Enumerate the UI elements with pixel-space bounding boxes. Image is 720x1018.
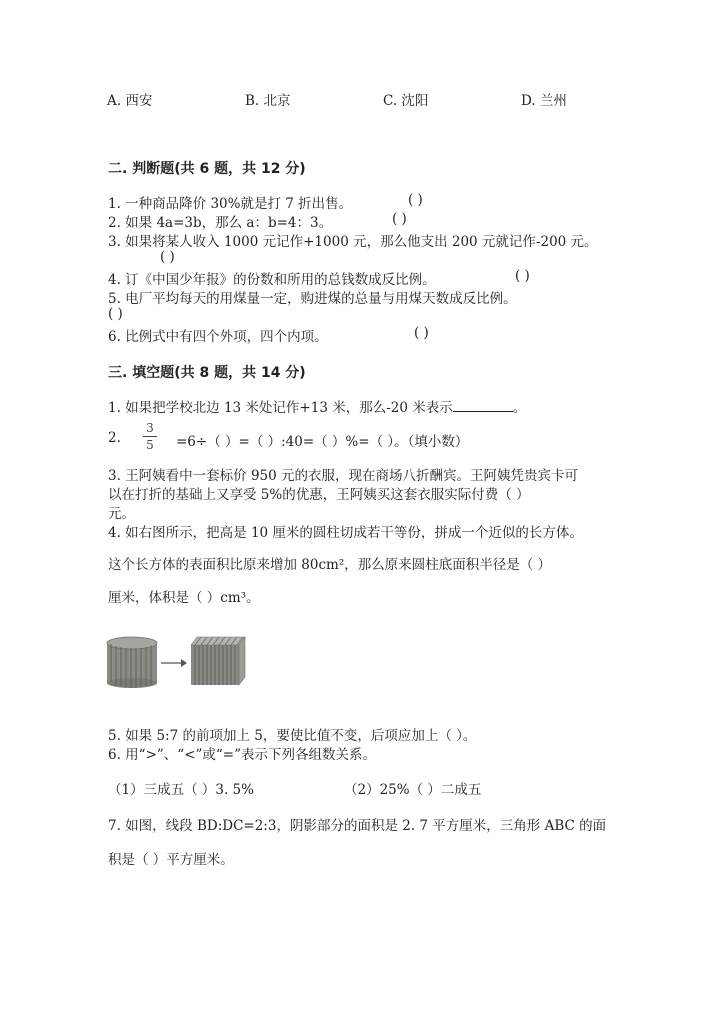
period: 。: [512, 400, 527, 416]
fill-q6-part2: （2）25%（ ）二成五: [344, 782, 482, 798]
fill-q3-line2: 以在打折的基础上又享受 5%的优惠，王阿姨买这套衣服实际付费（ ）: [108, 487, 530, 503]
option-b: B. 北京: [245, 93, 291, 109]
answer-bracket: ( ): [392, 211, 407, 227]
judgement-q1: 1. 一种商品降价 30%就是打 7 折出售。: [108, 196, 353, 212]
fill-q6-part1: （1）三成五（ ）3. 5%: [108, 782, 254, 798]
fill-q6: 6. 用“>”、“<”或“=”表示下列各组数关系。: [108, 747, 377, 763]
fill-q7-line2: 积是（ ）平方厘米。: [108, 852, 234, 868]
answer-bracket: ( ): [414, 325, 429, 341]
judgement-q3: 3. 如果将某人收入 1000 元记作+1000 元，那么他支出 200 元就记作-200 元。: [108, 234, 598, 250]
answer-bracket: ( ): [515, 268, 530, 284]
fill-q1-text: 1. 如果把学校北边 13 米处记作+13 米，那么-20 米表示: [108, 400, 453, 416]
fill-q1: [108, 396, 526, 416]
judgement-q6: 6. 比例式中有四个外项，四个内项。: [108, 329, 328, 345]
fill-q3-line1: 3. 王阿姨看中一套标价 950 元的衣服，现在商场八折酬宾。王阿姨凭贵宾卡可: [108, 468, 579, 484]
judgement-q5: 5. 电厂平均每天的用煤量一定，购进煤的总量与用煤天数成反比例。: [108, 291, 517, 307]
fill-q2-number: 2.: [108, 430, 121, 446]
judgement-q4: 4. 订《中国少年报》的份数和所用的总钱数成反比例。: [108, 272, 436, 288]
fraction-denominator: 5: [146, 438, 154, 452]
cylinder-icon: [107, 637, 157, 688]
answer-bracket: ( ): [408, 192, 423, 208]
fraction-numerator: 3: [146, 421, 154, 435]
section-heading-fill-in: 三. 填空题(共 8 题，共 14 分): [108, 365, 306, 381]
fraction-bar: [143, 436, 157, 437]
arrow-right-icon: [161, 659, 187, 667]
section-heading-judgement: 二. 判断题(共 6 题，共 12 分): [108, 161, 306, 177]
option-a: A. 西安: [107, 93, 153, 109]
fill-q4-line3: 厘米，体积是（ ）cm³。: [108, 590, 260, 606]
answer-bracket: ( ): [160, 249, 175, 265]
fill-q7-line1: 7. 如图，线段 BD:DC=2:3，阴影部分的面积是 2. 7 平方厘米，三角形 ABC 的面: [108, 818, 607, 834]
fill-q3-line3: 元。: [108, 506, 135, 522]
fill-q5: 5. 如果 5:7 的前项加上 5，要使比值不变，后项应加上（ ）。: [108, 728, 477, 744]
fraction-3-5: [143, 421, 157, 452]
cuboid-icon: [191, 637, 245, 685]
answer-bracket: ( ): [108, 306, 123, 322]
option-d: D. 兰州: [521, 93, 567, 109]
fill-q4-line1: 4. 如右图所示，把高是 10 厘米的圆柱切成若干等份，拼成一个近似的长方体。: [108, 525, 583, 541]
cylinder-to-cuboid-figure: [105, 633, 250, 689]
fill-q2-text: =6÷（ ）=（ ）:40=（ ）%=（ ）。（填小数）: [176, 434, 469, 450]
fill-q4-line2: 这个长方体的表面积比原来增加 80cm²，那么原来圆柱底面积半径是（ ）: [108, 557, 552, 573]
judgement-q2: 2. 如果 4a=3b，那么 a：b=4：3。: [108, 215, 333, 231]
answer-blank-line: [453, 399, 513, 412]
option-c: C. 沈阳: [383, 93, 429, 109]
